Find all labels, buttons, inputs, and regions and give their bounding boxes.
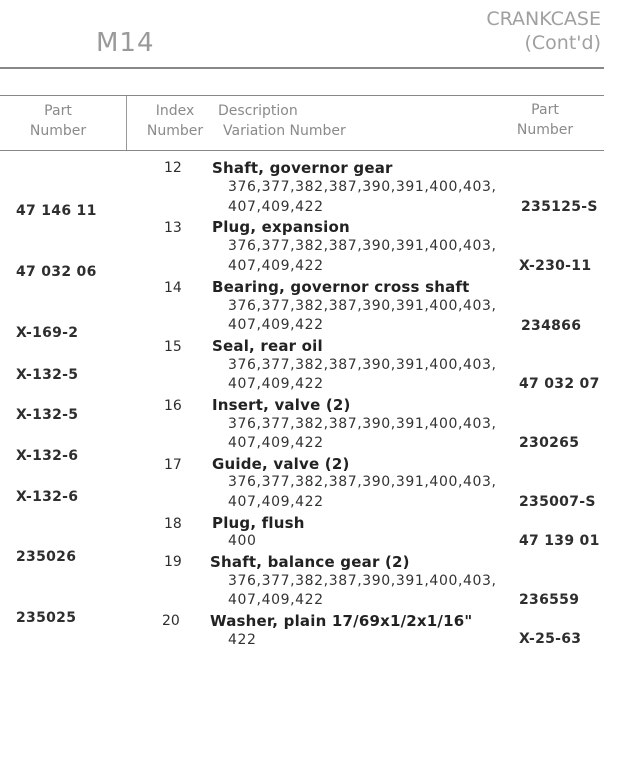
variation-numbers: 376,377,382,387,390,391,400,403, — [228, 474, 497, 490]
top-rule — [0, 67, 604, 69]
part-description: Guide, valve (2) — [212, 455, 350, 473]
header-line: Description — [218, 103, 298, 119]
right-part-number: X-230-11 — [519, 258, 592, 274]
part-description: Seal, rear oil — [212, 337, 323, 355]
left-part-number: 47 032 06 — [16, 264, 97, 280]
section-subtitle: (Cont'd) — [524, 32, 601, 54]
header-line: Number — [29, 123, 87, 139]
variation-numbers: 376,377,382,387,390,391,400,403, — [228, 573, 497, 589]
variation-numbers: 407,409,422 — [228, 435, 324, 451]
left-part-number: X-132-6 — [16, 448, 79, 464]
right-part-number-header — [510, 100, 580, 140]
header-line: Number — [516, 122, 574, 138]
variation-numbers: 376,377,382,387,390,391,400,403, — [228, 238, 497, 254]
variation-numbers: 407,409,422 — [228, 592, 324, 608]
left-part-number: 47 146 11 — [16, 203, 97, 219]
part-description: Insert, valve (2) — [212, 396, 351, 414]
left-part-number: X-132-5 — [16, 407, 79, 423]
header-top-rule — [0, 95, 604, 96]
header-line: Variation Number — [223, 123, 346, 139]
column-divider — [126, 96, 127, 150]
section-title: CRANKCASE — [486, 8, 601, 30]
variation-numbers: 422 — [228, 632, 257, 648]
right-part-number: 234866 — [521, 318, 582, 334]
index-number: 17 — [164, 457, 182, 473]
index-number: 16 — [164, 398, 182, 414]
part-description: Washer, plain 17/69x1/2x1/16" — [210, 612, 473, 630]
part-description: Shaft, governor gear — [212, 159, 393, 177]
index-number: 12 — [164, 160, 182, 176]
right-part-number: 235007-S — [519, 494, 596, 510]
index-number: 20 — [162, 613, 180, 629]
description-header — [218, 101, 346, 141]
variation-numbers: 400 — [228, 533, 257, 549]
variation-numbers: 407,409,422 — [228, 258, 324, 274]
variation-numbers: 407,409,422 — [228, 376, 324, 392]
header-line: Index — [155, 103, 195, 119]
model-code: M14 — [96, 28, 155, 58]
index-number: 15 — [164, 339, 182, 355]
variation-numbers: 407,409,422 — [228, 494, 324, 510]
header-line: Number — [146, 123, 204, 139]
variation-numbers: 376,377,382,387,390,391,400,403, — [228, 179, 497, 195]
right-part-number: 230265 — [519, 435, 580, 451]
variation-numbers: 376,377,382,387,390,391,400,403, — [228, 416, 497, 432]
right-part-number: 235125-S — [521, 199, 598, 215]
variation-numbers: 407,409,422 — [228, 317, 324, 333]
variation-numbers: 376,377,382,387,390,391,400,403, — [228, 298, 497, 314]
part-description: Plug, flush — [212, 514, 305, 532]
header-line: Part — [531, 102, 559, 118]
index-number: 13 — [164, 220, 182, 236]
right-part-number: 47 032 07 — [519, 376, 600, 392]
part-description: Bearing, governor cross shaft — [212, 278, 470, 296]
variation-numbers: 407,409,422 — [228, 199, 324, 215]
right-part-number: X-25-63 — [519, 631, 582, 647]
index-number-header — [140, 101, 210, 141]
right-part-number: 236559 — [519, 592, 580, 608]
left-part-number-header — [26, 101, 90, 141]
left-part-number: X-132-5 — [16, 367, 79, 383]
part-description: Plug, expansion — [212, 218, 350, 236]
left-part-number: 235026 — [16, 549, 77, 565]
header-line: Part — [44, 103, 72, 119]
index-number: 18 — [164, 516, 182, 532]
left-part-number: X-169-2 — [16, 325, 79, 341]
right-part-number: 47 139 01 — [519, 533, 600, 549]
left-part-number: 235025 — [16, 610, 77, 626]
index-number: 14 — [164, 280, 182, 296]
part-description: Shaft, balance gear (2) — [210, 553, 410, 571]
left-part-number: X-132-6 — [16, 489, 79, 505]
variation-numbers: 376,377,382,387,390,391,400,403, — [228, 357, 497, 373]
index-number: 19 — [164, 554, 182, 570]
header-bottom-rule — [0, 150, 604, 151]
